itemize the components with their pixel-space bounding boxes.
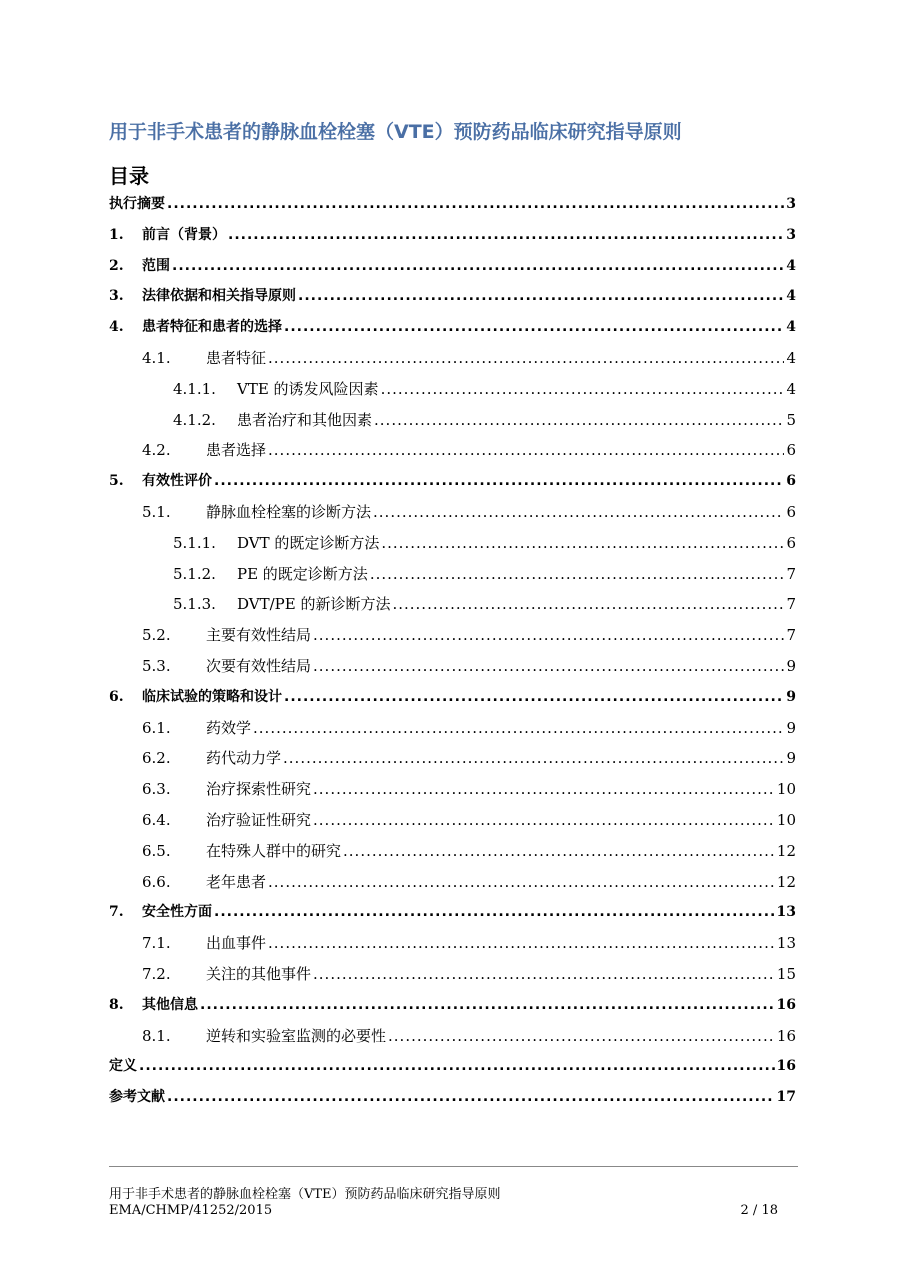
- toc-entry-page: 3: [786, 226, 796, 243]
- toc-entry-number: 6.2.: [142, 749, 171, 768]
- toc-entry[interactable]: [109, 1083, 796, 1107]
- toc-entry-title: 定义: [109, 1058, 137, 1075]
- toc-entry[interactable]: [142, 960, 796, 984]
- toc-entry-page: 3: [786, 196, 796, 212]
- toc-entry-title: 范围: [142, 257, 170, 274]
- toc-entry-number: 5.1.3.: [173, 595, 216, 614]
- toc-entry[interactable]: [142, 775, 796, 799]
- toc-entry-number: 5.1.: [142, 503, 171, 521]
- toc-entry[interactable]: [142, 806, 796, 830]
- toc-entry-title: 前言（背景）: [142, 226, 226, 243]
- toc-entry-title: 患者特征: [206, 349, 267, 367]
- toc-leader-dots: [374, 410, 784, 430]
- toc-entry-page: 9: [786, 718, 796, 737]
- toc-entry[interactable]: [109, 252, 796, 276]
- toc-leader-dots: [268, 933, 775, 953]
- toc-entry-title: VTE 的诱发风险因素: [237, 379, 379, 398]
- toc-entry-title: 老年患者: [206, 872, 267, 891]
- toc-entry-number: 4.2.: [142, 441, 171, 460]
- toc-entry-page: 6: [786, 441, 796, 460]
- toc-entry[interactable]: [109, 1052, 796, 1076]
- toc-entry-number: 6.5.: [142, 841, 171, 860]
- toc-entry-page: 6: [786, 473, 796, 490]
- toc-entry[interactable]: [142, 344, 796, 368]
- toc-entry-page: 6: [786, 503, 796, 521]
- toc-entry[interactable]: [173, 529, 796, 553]
- toc-entry-page: 4: [786, 379, 796, 398]
- toc-entry-title: 出血事件: [206, 934, 267, 953]
- toc-entry-page: 15: [776, 965, 796, 983]
- toc-entry-number: 5.1.1.: [173, 533, 216, 552]
- toc-leader-dots: [381, 379, 785, 399]
- toc-entry-title: 参考文献: [109, 1089, 165, 1106]
- toc-leader-dots: [313, 964, 775, 984]
- document-title: 用于非手术患者的静脉血栓栓塞（VTE）预防药品临床研究指导原则: [109, 121, 682, 143]
- toc-leader-dots: [381, 533, 784, 553]
- toc-entry-number: 7.2.: [142, 965, 171, 983]
- footer-title: 用于非手术患者的静脉血栓栓塞（VTE）预防药品临床研究指导原则: [109, 1187, 501, 1202]
- toc-entry-page: 10: [776, 811, 796, 829]
- footer-doc-id: EMA/CHMP/41252/2015: [109, 1203, 273, 1218]
- toc-entry-page: 4: [786, 349, 796, 367]
- toc-entry-number: 6.: [109, 688, 124, 705]
- toc-leader-dots: [388, 1026, 775, 1046]
- toc-entry-title: 法律依据和相关指导原则: [142, 288, 296, 305]
- toc-heading: 目录: [109, 164, 149, 188]
- toc-entry-page: 5: [786, 410, 796, 429]
- toc-entry-number: 7.: [109, 904, 124, 921]
- toc-entry-number: 5.: [109, 473, 124, 490]
- toc-leader-dots: [298, 286, 784, 306]
- toc-entry-page: 6: [786, 533, 796, 552]
- toc-entry-page: 7: [786, 595, 796, 614]
- toc-entry-number: 4.1.2.: [173, 410, 216, 429]
- toc-entry[interactable]: [173, 375, 796, 399]
- toc-entry-page: 16: [776, 996, 796, 1013]
- toc-entry-title: 临床试验的策略和设计: [142, 688, 282, 705]
- toc-leader-dots: [167, 194, 784, 214]
- toc-entry[interactable]: [142, 714, 796, 738]
- toc-entry-title: 治疗探索性研究: [206, 780, 312, 799]
- toc-entry[interactable]: [142, 498, 796, 522]
- toc-entry-title: 有效性评价: [142, 473, 212, 490]
- toc-entry-page: 9: [786, 657, 796, 675]
- toc-entry-number: 6.6.: [142, 872, 171, 891]
- toc-entry-page: 17: [776, 1089, 796, 1106]
- toc-entry-number: 1.: [109, 226, 124, 243]
- toc-entry[interactable]: [109, 190, 796, 214]
- toc-entry[interactable]: [142, 621, 796, 645]
- toc-entry-number: 4.: [109, 319, 124, 336]
- toc-entry-title: 患者特征和患者的选择: [142, 319, 282, 336]
- toc-leader-dots: [313, 779, 775, 799]
- toc-leader-dots: [268, 872, 775, 892]
- toc-entry-title: 执行摘要: [109, 196, 165, 212]
- toc-entry-title: 逆转和实验室监测的必要性: [206, 1026, 387, 1045]
- toc-entry-page: 16: [776, 1026, 796, 1045]
- toc-entry-page: 4: [786, 288, 796, 305]
- toc-entry[interactable]: [109, 467, 796, 491]
- toc-entry-number: 4.1.1.: [173, 379, 216, 398]
- footer-page-indicator: 2 / 18: [740, 1203, 778, 1218]
- toc-leader-dots: [268, 440, 784, 460]
- toc-entry-number: 5.2.: [142, 626, 171, 645]
- toc-leader-dots: [284, 317, 784, 337]
- toc-leader-dots: [268, 348, 784, 368]
- toc-entry-page: 13: [776, 934, 796, 953]
- toc-entry[interactable]: [142, 868, 796, 892]
- toc-entry-page: 12: [776, 872, 796, 891]
- toc-entry[interactable]: [109, 683, 796, 707]
- toc-entry-number: 6.1.: [142, 718, 171, 737]
- toc-entry[interactable]: [109, 898, 796, 922]
- toc-entry[interactable]: [142, 929, 796, 953]
- toc-leader-dots: [200, 995, 775, 1015]
- toc-entry[interactable]: [142, 837, 796, 861]
- toc-leader-dots: [167, 1087, 775, 1107]
- toc-entry-page: 10: [776, 780, 796, 799]
- toc-leader-dots: [313, 656, 784, 676]
- toc-entry-page: 4: [786, 257, 796, 274]
- toc-entry-page: 9: [786, 749, 796, 768]
- toc-entry-number: 6.3.: [142, 780, 171, 799]
- toc-entry-title: 安全性方面: [142, 904, 212, 921]
- toc-entry-title: 关注的其他事件: [206, 965, 312, 983]
- toc-entry-title: 药效学: [206, 718, 252, 737]
- toc-entry-number: 2.: [109, 257, 124, 274]
- toc-entry-number: 5.3.: [142, 657, 171, 675]
- toc-entry-page: 16: [776, 1058, 796, 1075]
- toc-leader-dots: [370, 564, 785, 584]
- toc-entry-title: 次要有效性结局: [206, 657, 312, 675]
- toc-entry-number: 5.1.2.: [173, 564, 216, 583]
- toc-leader-dots: [392, 594, 784, 614]
- toc-entry-title: 静脉血栓栓塞的诊断方法: [206, 503, 372, 521]
- toc-entry-title: 患者选择: [206, 441, 267, 460]
- toc-entry[interactable]: [142, 436, 796, 460]
- toc-entry[interactable]: [109, 221, 796, 245]
- toc-entry-page: 4: [786, 319, 796, 336]
- toc-entry[interactable]: [142, 744, 796, 768]
- toc-leader-dots: [172, 256, 784, 276]
- toc-leader-dots: [139, 1056, 775, 1076]
- toc-entry-title: 在特殊人群中的研究: [206, 841, 342, 860]
- toc-leader-dots: [313, 625, 784, 645]
- toc-entry-title: 其他信息: [142, 996, 198, 1013]
- toc-entry-page: 9: [786, 688, 796, 705]
- toc-leader-dots: [283, 748, 784, 768]
- toc-entry-title: 患者治疗和其他因素: [237, 410, 373, 429]
- toc-entry[interactable]: [109, 313, 796, 337]
- toc-leader-dots: [214, 471, 784, 491]
- toc-leader-dots: [214, 902, 775, 922]
- toc-leader-dots: [313, 810, 775, 830]
- toc-entry-title: 治疗验证性研究: [206, 811, 312, 829]
- toc-entry-title: 药代动力学: [206, 749, 282, 768]
- toc-entry[interactable]: [109, 282, 796, 306]
- toc-entry-number: 4.1.: [142, 349, 171, 367]
- toc-leader-dots: [253, 718, 784, 738]
- toc-leader-dots: [343, 841, 775, 861]
- toc-entry-page: 13: [776, 904, 796, 921]
- toc-entry-number: 8.1.: [142, 1026, 171, 1045]
- toc-entry-page: 7: [786, 626, 796, 645]
- toc-leader-dots: [284, 687, 784, 707]
- toc-entry[interactable]: [173, 590, 796, 614]
- toc-entry[interactable]: [173, 560, 796, 584]
- toc-entry-number: 6.4.: [142, 811, 171, 829]
- toc-leader-dots: [373, 502, 784, 522]
- toc-entry[interactable]: [142, 1022, 796, 1046]
- footer-divider: [109, 1166, 798, 1167]
- toc-entry-page: 12: [776, 841, 796, 860]
- toc-entry[interactable]: [173, 406, 796, 430]
- toc-entry-title: 主要有效性结局: [206, 626, 312, 645]
- toc-entry-page: 7: [786, 564, 796, 583]
- toc-entry[interactable]: [142, 652, 796, 676]
- toc-entry-title: PE 的既定诊断方法: [237, 564, 368, 583]
- toc-entry-title: DVT/PE 的新诊断方法: [237, 595, 391, 614]
- toc-entry-number: 3.: [109, 288, 124, 305]
- toc-entry[interactable]: [109, 991, 796, 1015]
- toc-entry-title: DVT 的既定诊断方法: [237, 533, 380, 552]
- toc-entry-number: 7.1.: [142, 934, 171, 953]
- toc-leader-dots: [228, 225, 784, 245]
- toc-entry-number: 8.: [109, 996, 124, 1013]
